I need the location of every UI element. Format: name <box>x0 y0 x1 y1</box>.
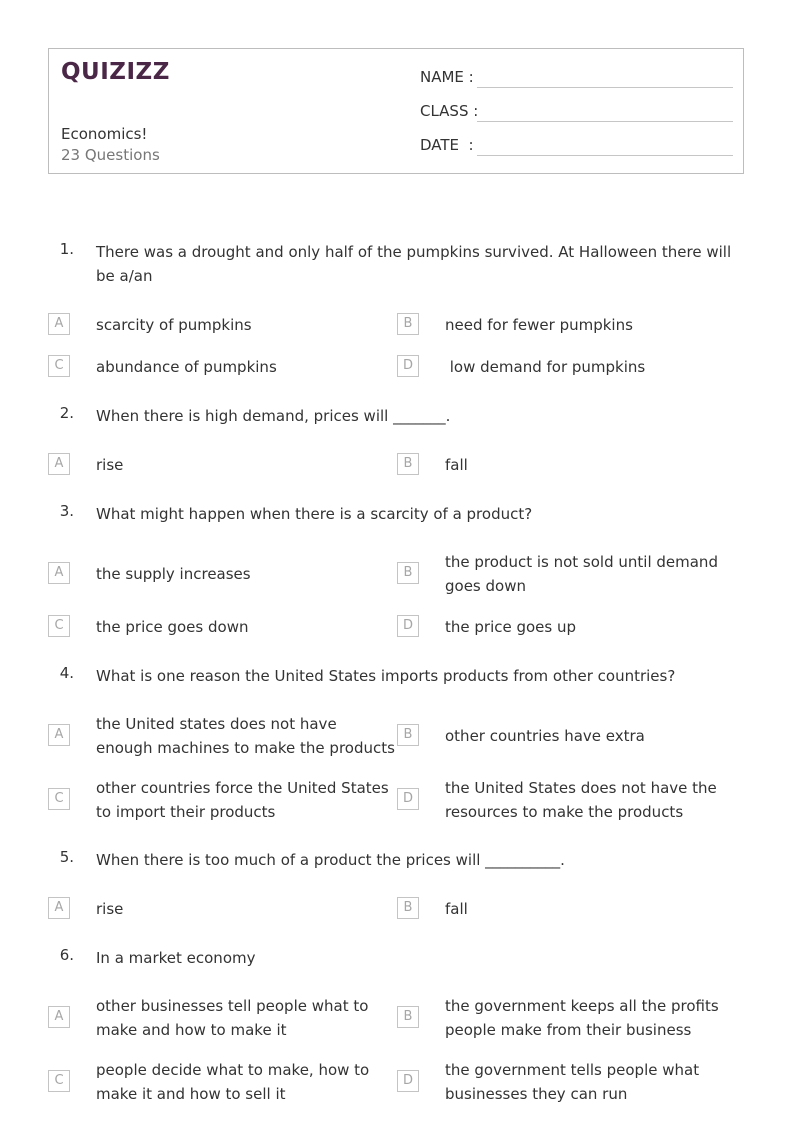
class-label: CLASS : <box>420 102 479 120</box>
option-letter: A <box>48 724 70 746</box>
option-text: scarcity of pumpkins <box>96 316 252 334</box>
option-text: rise <box>96 456 124 474</box>
option-text: other countries force the United States to import their products <box>96 779 389 821</box>
question-number: 5. <box>59 848 74 866</box>
option-letter: D <box>397 1070 419 1092</box>
option-text: the supply increases <box>96 565 251 583</box>
class-line <box>477 121 733 122</box>
option-text: fall <box>445 456 468 474</box>
option-text: abundance of pumpkins <box>96 358 277 376</box>
option-letter: D <box>397 788 419 810</box>
option-letter: C <box>48 1070 70 1092</box>
option-text: low demand for pumpkins <box>445 358 646 376</box>
option-text: the product is not sold until demand goes down <box>445 553 718 595</box>
date-label: DATE : <box>420 136 474 154</box>
option-text: fall <box>445 900 468 918</box>
option-text: the United states does not have enough machines to make the products <box>96 715 395 757</box>
question-number: 4. <box>59 664 74 682</box>
quizizz-logo: QUIZIZZ <box>61 59 170 85</box>
option-text: the government keeps all the profits people make from their business <box>445 997 719 1039</box>
option-letter: A <box>48 1006 70 1028</box>
option-letter: D <box>397 355 419 377</box>
option-letter: C <box>48 788 70 810</box>
option-letter: B <box>397 897 419 919</box>
option-letter: B <box>397 313 419 335</box>
question-text: What might happen when there is a scarcity of a product? <box>96 505 533 523</box>
option-letter: B <box>397 453 419 475</box>
worksheet-title: Economics! <box>61 125 148 143</box>
name-line <box>477 87 733 88</box>
option-text: the government tells people what businesses they can run <box>445 1061 700 1103</box>
question-number: 6. <box>59 946 74 964</box>
option-letter: C <box>48 355 70 377</box>
question-text: When there is high demand, prices will _______. <box>96 407 451 425</box>
date-line <box>477 155 733 156</box>
option-letter: A <box>48 453 70 475</box>
worksheet-header <box>48 48 744 174</box>
option-letter: A <box>48 897 70 919</box>
option-letter: B <box>397 724 419 746</box>
option-text: the price goes down <box>96 618 249 636</box>
option-letter: C <box>48 615 70 637</box>
name-label: NAME : <box>420 68 474 86</box>
question-count: 23 Questions <box>61 146 160 164</box>
question-number: 1. <box>59 240 74 258</box>
option-text: other businesses tell people what to make and how to make it <box>96 997 369 1039</box>
option-text: the United States does not have the resources to make the products <box>445 779 717 821</box>
question-text: When there is too much of a product the prices will __________. <box>96 851 565 869</box>
option-letter: A <box>48 562 70 584</box>
question-number: 2. <box>59 404 74 422</box>
question-number: 3. <box>59 502 74 520</box>
option-text: people decide what to make, how to make it and how to sell it <box>96 1061 370 1103</box>
option-text: other countries have extra <box>445 727 645 745</box>
question-text: There was a drought and only half of the pumpkins survived. At Halloween there will be a/an <box>96 243 732 285</box>
question-text: In a market economy <box>96 949 256 967</box>
option-letter: A <box>48 313 70 335</box>
question-text: What is one reason the United States imports products from other countries? <box>96 667 676 685</box>
option-text: need for fewer pumpkins <box>445 316 633 334</box>
option-letter: B <box>397 562 419 584</box>
option-letter: B <box>397 1006 419 1028</box>
option-text: rise <box>96 900 124 918</box>
option-letter: D <box>397 615 419 637</box>
option-text: the price goes up <box>445 618 577 636</box>
